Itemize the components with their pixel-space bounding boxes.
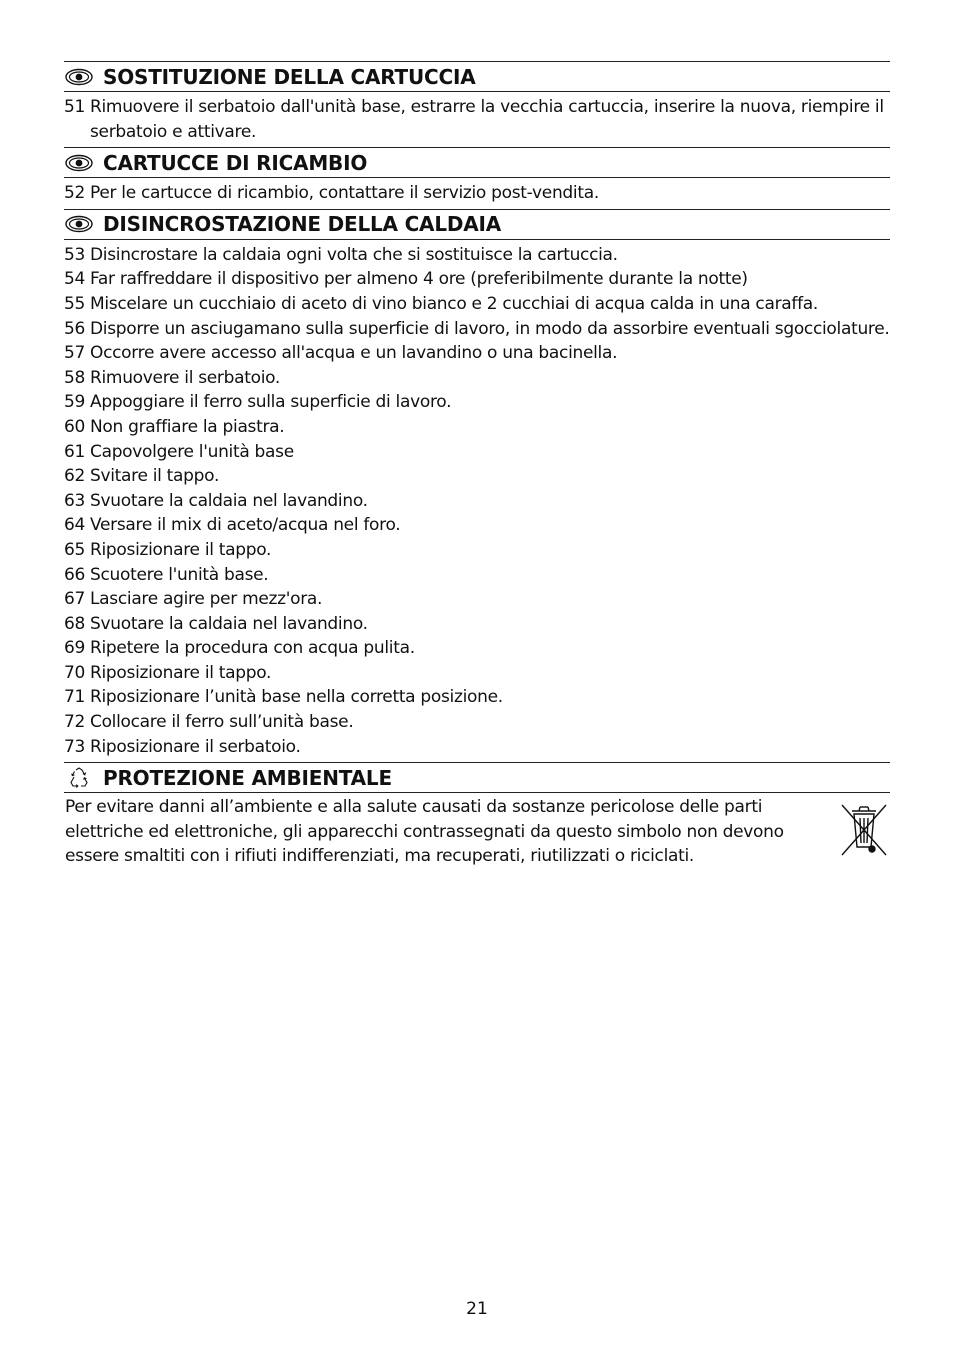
list-item — [64, 513, 890, 538]
section-environmental-protection — [64, 762, 890, 869]
list-item — [64, 243, 890, 268]
list-item — [64, 390, 890, 415]
item-number: 62 — [64, 466, 86, 487]
item-number: 57 — [64, 343, 86, 364]
list-item — [64, 440, 890, 465]
list-item — [64, 538, 890, 563]
item-number: 61 — [64, 441, 86, 462]
section-title: SOSTITUZIONE DELLA CARTUCCIA — [103, 64, 476, 89]
item-text: Appoggiare il ferro sulla superficie di lavoro. — [90, 392, 452, 413]
item-number: 72 — [64, 712, 86, 733]
environment-text: Per evitare danni all’ambiente e alla salute causati da sostanze pericolose delle parti elettriche ed elettroniche, gli apparecchi contrassegnati da questo simbolo non devono essere smaltiti con i rifiuti indifferenziati, ma recuperati, riutilizzati o riciclati. — [65, 797, 784, 867]
item-number: 55 — [64, 293, 86, 314]
item-text: Scuotere l'unità base. — [90, 564, 269, 585]
list-item — [64, 685, 890, 710]
item-number: 56 — [64, 318, 86, 339]
section-header — [64, 147, 890, 178]
section-replacement-cartridges — [64, 147, 890, 209]
item-number: 63 — [64, 490, 86, 511]
item-text: Svuotare la caldaia nel lavandino. — [90, 490, 368, 511]
section-header — [64, 762, 890, 793]
list-item — [64, 366, 890, 391]
list-item — [64, 735, 890, 760]
item-number: 70 — [64, 662, 86, 683]
list-item — [64, 415, 890, 440]
item-text: Collocare il ferro sull’unità base. — [90, 712, 354, 733]
list-item — [64, 292, 890, 317]
item-text: Svitare il tappo. — [90, 466, 220, 487]
section-header — [64, 61, 890, 92]
item-text: Svuotare la caldaia nel lavandino. — [90, 613, 368, 634]
item-text: Occorre avere accesso all'acqua e un lavandino o una bacinella. — [90, 343, 618, 364]
list-item — [64, 661, 890, 686]
item-text: Ripetere la procedura con acqua pulita. — [90, 638, 415, 659]
section-cartridge-replacement — [64, 61, 890, 147]
item-text: Far raffreddare il dispositivo per almeno 4 ore (preferibilmente durante la notte) — [90, 269, 748, 290]
list-item — [64, 341, 890, 366]
list-item — [64, 636, 890, 661]
item-text: Riposizionare il tappo. — [90, 539, 272, 560]
document-page — [64, 61, 890, 869]
list-item — [64, 710, 890, 735]
item-number: 65 — [64, 539, 86, 560]
item-number: 58 — [64, 367, 86, 388]
item-number: 73 — [64, 736, 86, 757]
item-number: 67 — [64, 589, 86, 610]
section-title: PROTEZIONE AMBIENTALE — [103, 765, 392, 790]
list-item — [64, 489, 890, 514]
list-item — [64, 563, 890, 588]
item-text: Miscelare un cucchiaio di aceto di vino bianco e 2 cucchiai di acqua calda in una caraffa. — [90, 293, 818, 314]
item-text: Lasciare agire per mezz'ora. — [90, 589, 323, 610]
page-number: 21 — [466, 1299, 488, 1319]
crossed-bin-icon — [838, 803, 890, 859]
item-text: Per le cartucce di ricambio, contattare il servizio post-vendita. — [90, 183, 599, 204]
item-text: Non graffiare la piastra. — [90, 416, 285, 437]
section-descaling — [64, 209, 890, 762]
item-number: 59 — [64, 392, 86, 413]
item-number: 60 — [64, 416, 86, 437]
item-text: Capovolgere l'unità base — [90, 441, 294, 462]
item-number: 53 — [64, 244, 86, 265]
eye-icon — [64, 66, 94, 88]
recycle-icon — [64, 767, 94, 789]
item-text: Riposizionare il tappo. — [90, 662, 272, 683]
list-item — [64, 587, 890, 612]
list-item — [64, 612, 890, 637]
item-text: Rimuovere il serbatoio dall'unità base, estrarre la vecchia cartuccia, inserire la nuova, riempire il serbatoio e attivare. — [90, 97, 884, 142]
list-item — [64, 464, 890, 489]
section-title: DISINCROSTAZIONE DELLA CALDAIA — [103, 212, 502, 237]
eye-icon — [64, 152, 94, 174]
item-list — [64, 240, 890, 762]
item-text: Rimuovere il serbatoio. — [90, 367, 281, 388]
item-text: Versare il mix di aceto/acqua nel foro. — [90, 515, 401, 536]
item-text: Disincrostare la caldaia ogni volta che si sostituisce la cartuccia. — [90, 244, 618, 265]
list-item — [64, 267, 890, 292]
item-number: 71 — [64, 687, 86, 708]
list-item — [64, 181, 890, 206]
item-number: 68 — [64, 613, 86, 634]
item-list — [64, 92, 890, 147]
section-header — [64, 209, 890, 240]
environment-body — [64, 793, 890, 869]
item-number: 52 — [64, 183, 86, 204]
item-number: 66 — [64, 564, 86, 585]
list-item — [64, 95, 890, 144]
item-text: Disporre un asciugamano sulla superficie di lavoro, in modo da assorbire eventuali sgocciolature. — [90, 318, 890, 339]
item-number: 54 — [64, 269, 86, 290]
eye-icon — [64, 213, 94, 235]
item-number: 64 — [64, 515, 86, 536]
item-list — [64, 178, 890, 209]
item-number: 51 — [64, 97, 86, 117]
item-text: Riposizionare il serbatoio. — [90, 736, 301, 757]
section-title: CARTUCCE DI RICAMBIO — [103, 150, 368, 175]
item-number: 69 — [64, 638, 86, 659]
item-text: Riposizionare l’unità base nella corretta posizione. — [90, 687, 503, 708]
list-item — [64, 317, 890, 342]
